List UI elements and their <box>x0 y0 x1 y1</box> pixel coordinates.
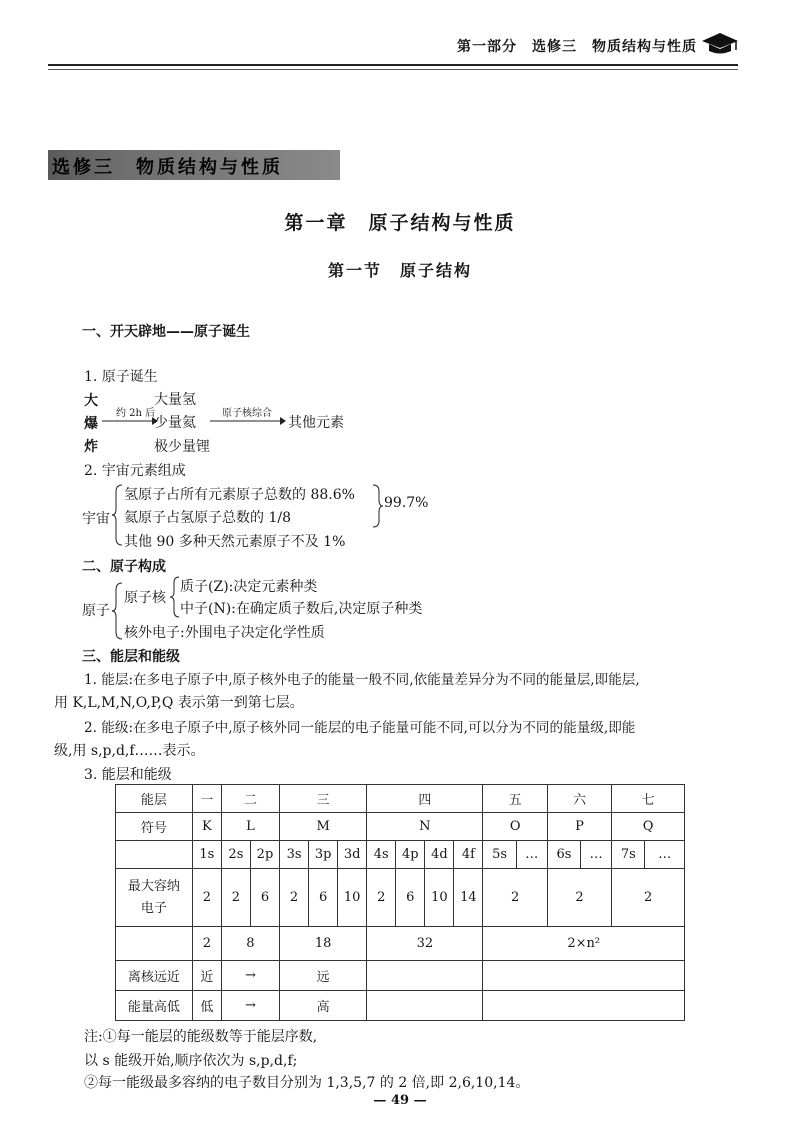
table-row <box>116 869 685 927</box>
universe-item-2: 氦原子占氢原子总数的 1/8 <box>124 510 291 526</box>
max-e-cell: 2 <box>483 869 547 927</box>
neutron-item: 中子(N):在确定质子数后,决定原子种类 <box>180 601 423 617</box>
energy-level-table <box>115 784 685 1021</box>
shell-total-cell: 8 <box>221 927 279 961</box>
sublevel-cell: 4s <box>367 841 396 869</box>
big-bang-char-2: 爆 <box>84 416 98 432</box>
table-row <box>116 961 685 991</box>
sub2: 2. 宇宙元素组成 <box>84 463 186 479</box>
row-label-energy: 能量高低 <box>116 991 193 1021</box>
max-e-cell: 2 <box>280 869 309 927</box>
arrow2-label: 原子核综合 <box>222 408 272 419</box>
table-row <box>116 991 685 1021</box>
sublevel-cell: 4d <box>425 841 454 869</box>
universe-total: 99.7% <box>384 495 429 511</box>
shell-5: 五 <box>483 785 547 813</box>
sublevel-cell: 4p <box>396 841 425 869</box>
arrow2-icon <box>210 416 286 426</box>
row-label-max-electrons: 最大容纳电子 <box>116 869 193 927</box>
empty-cell <box>483 991 685 1021</box>
shell-6: 六 <box>547 785 611 813</box>
sub1: 1. 原子诞生 <box>84 369 158 385</box>
symbol-Q: Q <box>612 813 685 841</box>
atom-label: 原子 <box>82 603 110 619</box>
left-brace-icon <box>112 484 124 546</box>
symbol-M: M <box>280 813 367 841</box>
row-label-shell-total <box>116 927 193 961</box>
big-bang-char-3: 炸 <box>84 439 98 455</box>
sublevel-cell: 2p <box>250 841 279 869</box>
note-line3: ②每一能级最多容纳的电子数目分别为 1,3,5,7 的 2 倍,即 2,6,10,14。 <box>84 1075 530 1091</box>
table-row <box>116 927 685 961</box>
max-e-cell: 10 <box>338 869 367 927</box>
distance-far: 远 <box>280 961 367 991</box>
p1-line2: 用 K,L,M,N,O,P,Q 表示第一到第七层。 <box>54 695 304 711</box>
max-e-cell: 2 <box>192 869 221 927</box>
shell-total-cell: 18 <box>280 927 367 961</box>
element-helium: 少量氦 <box>154 415 196 431</box>
header-rule-thin <box>48 69 738 70</box>
note-line2: 以 s 能级开始,顺序依次为 s,p,d,f; <box>84 1053 298 1069</box>
heading-part1: 一、开天辟地——原子诞生 <box>82 324 250 340</box>
sublevel-cell: 7s <box>612 841 645 869</box>
row-label-symbol: 符号 <box>116 813 193 841</box>
heading-part3: 三、能层和能级 <box>82 649 180 665</box>
symbol-P: P <box>547 813 611 841</box>
chapter-title: 第一章 原子结构与性质 <box>284 212 516 234</box>
max-e-cell: 2 <box>367 869 396 927</box>
shell-total-cell: 2 <box>192 927 221 961</box>
sublevel-cell: 3p <box>309 841 338 869</box>
p1-line1: 1. 能层:在多电子原子中,原子核外电子的能量一般不同,依能量差异分为不同的能量层,即能层, <box>84 672 640 688</box>
empty-cell <box>367 961 483 991</box>
element-lithium: 极少量锂 <box>154 439 210 455</box>
shell-total-cell: 2×n² <box>483 927 685 961</box>
p3: 3. 能层和能级 <box>84 767 172 783</box>
sublevel-cell: … <box>581 841 612 869</box>
sublevel-cell: 6s <box>547 841 580 869</box>
shell-total-cell: 32 <box>367 927 483 961</box>
universe-item-1: 氢原子占所有元素原子总数的 88.6% <box>124 487 355 503</box>
symbol-L: L <box>221 813 279 841</box>
electron-item: 核外电子:外围电子决定化学性质 <box>124 625 325 641</box>
graduation-cap-icon <box>700 30 740 56</box>
energy-arrow: → <box>221 991 279 1021</box>
shell-3: 三 <box>280 785 367 813</box>
sublevel-cell: … <box>516 841 547 869</box>
sublevel-cell: 5s <box>483 841 516 869</box>
big-bang-char-1: 大 <box>84 393 98 409</box>
row-label-sublevel <box>116 841 193 869</box>
table-row <box>116 813 685 841</box>
max-e-cell: 10 <box>425 869 454 927</box>
nucleus-brace-icon <box>170 576 180 618</box>
arrow1-label: 约 2h 后 <box>116 408 156 419</box>
proton-item: 质子(Z):决定元素种类 <box>180 579 318 595</box>
page-number: — 49 — <box>373 1093 427 1108</box>
max-e-cell: 2 <box>221 869 250 927</box>
symbol-O: O <box>483 813 547 841</box>
max-e-cell: 6 <box>250 869 279 927</box>
section-banner-text: 选修三 物质结构与性质 <box>52 157 283 178</box>
empty-cell <box>367 991 483 1021</box>
energy-low: 低 <box>192 991 221 1021</box>
sublevel-cell: 3d <box>338 841 367 869</box>
element-hydrogen: 大量氢 <box>154 392 196 408</box>
distance-near: 近 <box>192 961 221 991</box>
heading-part2: 二、原子构成 <box>82 559 166 575</box>
empty-cell <box>483 961 685 991</box>
row-label-shell: 能层 <box>116 785 193 813</box>
sublevel-cell: 3s <box>280 841 309 869</box>
universe-label: 宇宙 <box>82 511 110 527</box>
arrow1-icon <box>102 416 158 426</box>
sublevel-cell: 2s <box>221 841 250 869</box>
max-e-cell: 2 <box>547 869 611 927</box>
other-elements: 其他元素 <box>288 415 344 431</box>
max-e-cell: 6 <box>396 869 425 927</box>
max-e-cell: 2 <box>612 869 685 927</box>
universe-item-3: 其他 90 多种天然元素原子不及 1% <box>124 534 346 550</box>
sublevel-cell: 4f <box>454 841 483 869</box>
table-row <box>116 841 685 869</box>
max-e-cell: 14 <box>454 869 483 927</box>
note-line1: 注:①每一能层的能级数等于能层序数, <box>84 1029 318 1045</box>
shell-4: 四 <box>367 785 483 813</box>
distance-arrow: → <box>221 961 279 991</box>
table-row <box>116 785 685 813</box>
symbol-K: K <box>192 813 221 841</box>
sublevel-cell: 1s <box>192 841 221 869</box>
energy-high: 高 <box>280 991 367 1021</box>
atom-brace-icon <box>112 582 124 640</box>
shell-7: 七 <box>612 785 685 813</box>
sublevel-cell: … <box>645 841 685 869</box>
running-header: 第一部分 选修三 物质结构与性质 <box>457 39 697 55</box>
p2-line1: 2. 能级:在多电子原子中,原子核外同一能层的电子能量可能不同,可以分为不同的能量级,即能 <box>84 720 636 736</box>
nucleus-label: 原子核 <box>124 590 166 606</box>
symbol-N: N <box>367 813 483 841</box>
shell-2: 二 <box>221 785 279 813</box>
section-title: 第一节 原子结构 <box>327 261 472 280</box>
right-brace-icon <box>372 484 384 528</box>
max-e-cell: 6 <box>309 869 338 927</box>
shell-1: 一 <box>192 785 221 813</box>
row-label-distance: 离核远近 <box>116 961 193 991</box>
p2-line2: 级,用 s,p,d,f……表示。 <box>54 743 205 759</box>
header-rule <box>48 64 738 66</box>
